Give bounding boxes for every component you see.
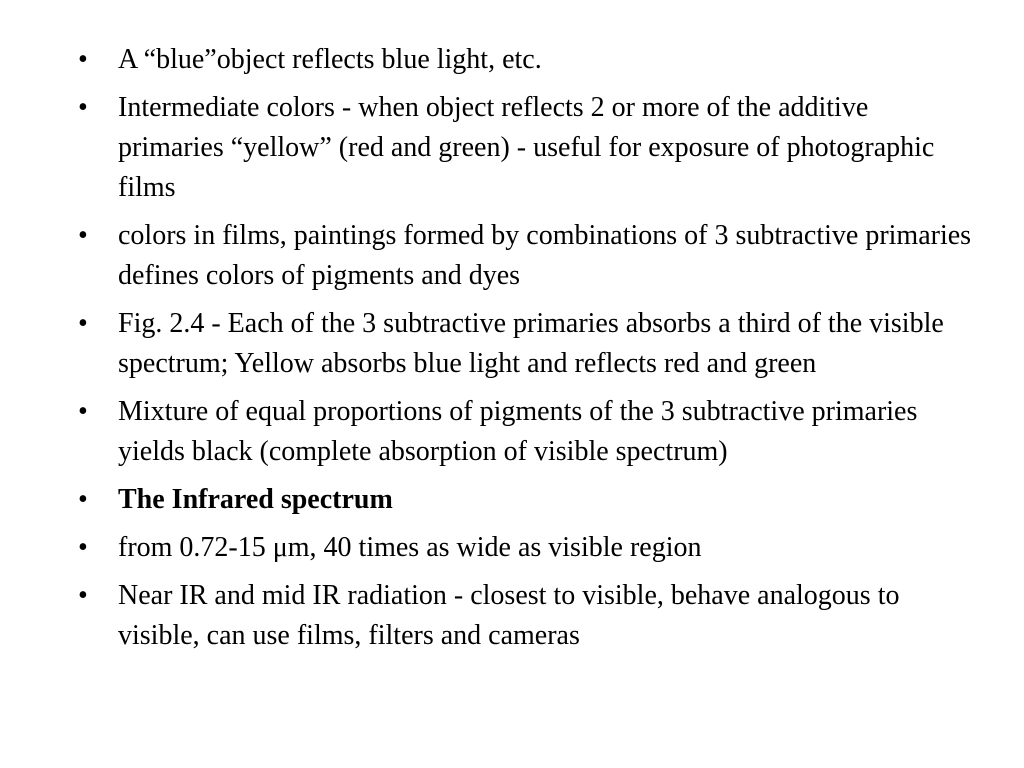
bullet-marker: • <box>78 220 88 251</box>
bullet-marker: • <box>78 396 88 427</box>
bullet-marker: • <box>78 580 88 611</box>
bullet-text: colors in films, paintings formed by combinations of 3 subtractive primaries defines colors of pigments and dyes <box>118 220 972 291</box>
bullet-item <box>78 392 978 472</box>
bullet-text: Intermediate colors - when object reflects 2 or more of the additive primaries “yellow” (red and green) - useful for exposure of photographic films <box>118 92 935 203</box>
bullet-item <box>78 40 978 80</box>
bullet-item <box>78 304 978 384</box>
bullet-marker: • <box>78 532 88 563</box>
bullet-text: Mixture of equal proportions of pigments of the 3 subtractive primaries yields black (complete absorption of visible spectrum) <box>118 396 918 467</box>
bullet-text: Near IR and mid IR radiation - closest to visible, behave analogous to visible, can use films, filters and cameras <box>118 580 900 651</box>
bullet-list <box>78 40 978 664</box>
bullet-marker: • <box>78 484 88 515</box>
bullet-text: Fig. 2.4 - Each of the 3 subtractive primaries absorbs a third of the visible spectrum; Yellow absorbs blue light and reflects red and green <box>118 308 944 379</box>
bullet-item <box>78 576 978 656</box>
bullet-marker: • <box>78 308 88 339</box>
bullet-text: from 0.72-15 μm, 40 times as wide as visible region <box>118 532 702 563</box>
bullet-item <box>78 528 978 568</box>
bullet-item <box>78 88 978 208</box>
bullet-item-heading <box>78 480 978 520</box>
bullet-text: A “blue”object reflects blue light, etc. <box>118 44 542 75</box>
bullet-marker: • <box>78 92 88 123</box>
section-heading: The Infrared spectrum <box>118 484 393 515</box>
bullet-item <box>78 216 978 296</box>
bullet-marker: • <box>78 44 88 75</box>
